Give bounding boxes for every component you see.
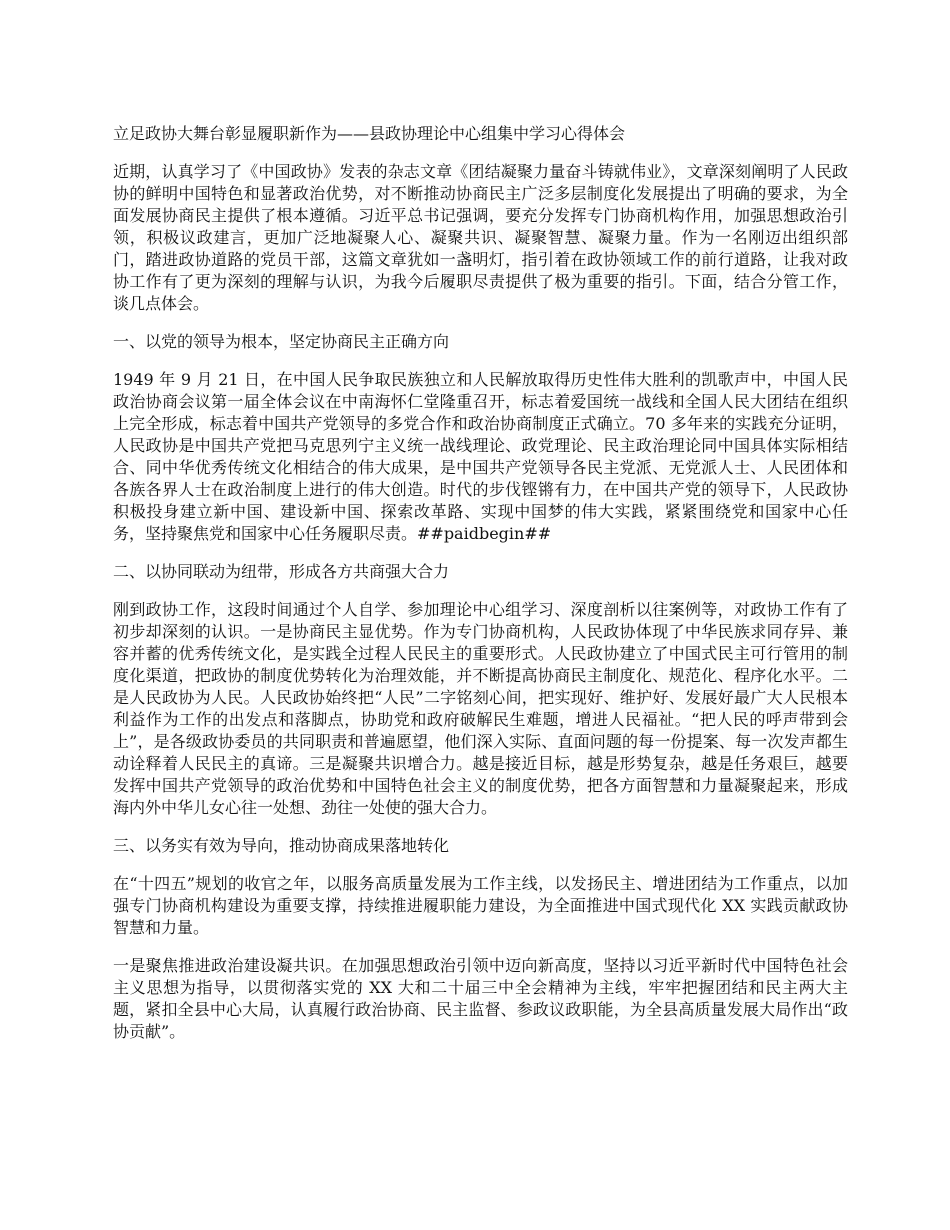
document-page <box>113 123 848 1059</box>
section-1-paragraph: 1949 年 9 月 21 日，在中国人民争取民族独立和人民解放取得历史性伟大胜利的凯歌声中，中国人民政治协商会议第一届全体会议在中南海怀仁堂隆重召开，标志着爱国统一战线和全国人民大团结在组织上完全形成，标志着中国共产党领导的多党合作和政治协商制度正式确立。70 多年来的实践充分证明，人民政协是中国共产党把马克思列宁主义统一战线理论、政党理论、民主政治理论同中国具体实际相结合、同中华优秀传统文化相结合的伟大成果，是中国共产党领导各民主党派、无党派人士、人民团体和各族各界人士在政治制度上进行的伟大创造。时代的步伐铿锵有力，在中国共产党的领导下，人民政协积极投身建立新中国、建设新中国、探索改革路、实现中国梦的伟大实践，紧紧围绕党和国家中心任务，坚持聚焦党和国家中心任务履职尽责。##paidbegin## <box>113 370 848 543</box>
section-3-paragraph: 在“十四五”规划的收官之年，以服务高质量发展为工作主线，以发扬民主、增进团结为工作重点，以加强专门协商机构建设为重要支撑，持续推进履职能力建设，为全面推进中国式现代化 XX 实践贡献政协智慧和力量。 <box>113 874 848 937</box>
section-3-heading: 三、以务实有效为导向，推动协商成果落地转化 <box>113 836 450 855</box>
section-1-heading: 一、以党的领导为根本，坚定协商民主正确方向 <box>113 332 450 351</box>
intro-paragraph: 近期，认真学习了《中国政协》发表的杂志文章《团结凝聚力量奋斗铸就伟业》，文章深刻阐明了人民政协的鲜明中国特色和显著政治优势，对不断推动协商民主广泛多层制度化发展提出了明确的要求，为全面发展协商民主提供了根本遵循。习近平总书记强调，要充分发挥专门协商机构作用，加强思想政治引领，积极议政建言，更加广泛地凝聚人心、凝聚共识、凝聚智慧、凝聚力量。作为一名刚迈出组织部门，踏进政协道路的党员干部，这篇文章犹如一盏明灯，指引着在政协领域工作的前行道路，让我对政协工作有了更为深刻的理解与认识，为我今后履职尽责提供了极为重要的指引。下面，结合分管工作，谈几点体会。 <box>113 162 848 313</box>
document-title: 立足政协大舞台彰显履职新作为——县政协理论中心组集中学习心得体会 <box>113 124 626 143</box>
section-2-heading: 二、以协同联动为纽带，形成各方共商强大合力 <box>113 562 450 581</box>
section-2-paragraph: 刚到政协工作，这段时间通过个人自学、参加理论中心组学习、深度剖析以往案例等，对政协工作有了初步却深刻的认识。一是协商民主显优势。作为专门协商机构，人民政协体现了中华民族求同存异、兼容并蓄的优秀传统文化，是实践全过程人民民主的重要形式。人民政协建立了中国式民主可行管用的制度化渠道，把政协的制度优势转化为治理效能，并不断提高协商民主制度化、规范化、程序化水平。二是人民政协为人民。人民政协始终把“人民”二字铭刻心间，把实现好、维护好、发展好最广大人民根本利益作为工作的出发点和落脚点，协助党和政府破解民生难题，增进人民福祉。“把人民的呼声带到会上”，是各级政协委员的共同职责和普遍愿望，他们深入实际、直面问题的每一份提案、每一次发声都生动诠释着人民民主的真谛。三是凝聚共识增合力。越是接近目标，越是形势复杂，越是任务艰巨，越要发挥中国共产党领导的政治优势和中国特色社会主义的制度优势，把各方面智慧和力量凝聚起来，形成海内外中华儿女心往一处想、劲往一处使的强大合力。 <box>113 600 848 817</box>
section-3-paragraph-2: 一是聚焦推进政治建设凝共识。在加强思想政治引领中迈向新高度，坚持以习近平新时代中国特色社会主义思想为指导，以贯彻落实党的 XX 大和二十届三中全会精神为主线，牢牢把握团结和民主两大主题，紧扣全县中心大局，认真履行政治协商、民主监督、参政议政职能，为全县高质量发展大局作出“政协贡献”。 <box>113 956 848 1041</box>
